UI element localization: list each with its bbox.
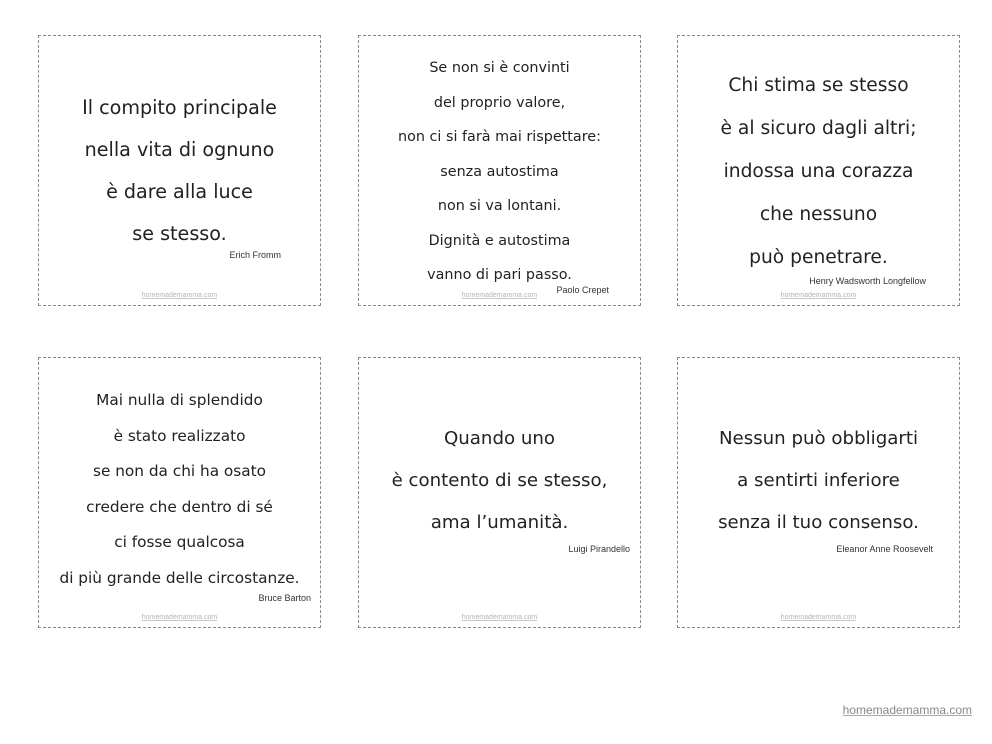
quote-line: che nessuno (759, 204, 878, 225)
quote-author: Henry Wadsworth Longfellow (809, 276, 926, 286)
quote-line: se non da chi ha osato (92, 462, 266, 480)
quote-line: Dignità e autostima (428, 232, 571, 249)
quote-author: Erich Fromm (229, 250, 281, 260)
quote-text (359, 418, 640, 544)
card-watermark: homemademamma.com (780, 292, 857, 299)
quote-line: Nessun può obbligarti (718, 428, 919, 449)
card-watermark: homemademamma.com (780, 614, 857, 621)
quote-text (678, 64, 959, 279)
quote-text (359, 51, 640, 293)
quote-line: senza autostima (440, 163, 559, 180)
quote-line: è dare alla luce (106, 180, 253, 203)
quote-line: nella vita di ognuno (84, 138, 275, 161)
quote-author: Bruce Barton (258, 593, 311, 603)
quote-line: a sentirti inferiore (737, 470, 900, 491)
quote-line: non si va lontani. (437, 198, 562, 214)
quote-card-eleanor-roosevelt (677, 357, 960, 628)
card-watermark: homemademamma.com (461, 614, 538, 621)
quote-author: Eleanor Anne Roosevelt (836, 544, 933, 554)
quote-author: Paolo Crepet (556, 285, 609, 295)
quote-card-erich-fromm (38, 35, 321, 306)
quote-line: ci fosse qualcosa (114, 533, 245, 551)
quote-text (39, 87, 320, 255)
quote-line: del proprio valore, (433, 94, 566, 111)
quote-line: Chi stima se stesso (728, 75, 909, 96)
quote-line: è contento di se stesso, (391, 470, 608, 491)
quote-line: è stato realizzato (113, 426, 246, 445)
quote-card-luigi-pirandello (358, 357, 641, 628)
quote-line: Quando uno (443, 428, 556, 449)
quote-text (39, 383, 320, 596)
card-watermark: homemademamma.com (141, 292, 218, 299)
quote-line: credere che dentro di sé (86, 497, 273, 516)
quote-line: ama l’umanità. (430, 512, 569, 533)
quote-line: se stesso. (132, 222, 227, 245)
quote-line: Mai nulla di splendido (96, 391, 263, 409)
quote-card-longfellow (677, 35, 960, 306)
quote-text (678, 418, 959, 544)
quote-line: Se non si è convinti (429, 60, 570, 76)
quote-card-bruce-barton (38, 357, 321, 628)
quote-author: Luigi Pirandello (568, 544, 630, 554)
quote-line: non ci si farà mai rispettare: (398, 129, 601, 145)
card-watermark: homemademamma.com (461, 292, 538, 299)
quote-line: di più grande delle circostanze. (59, 568, 300, 587)
footer-site-link[interactable]: homemademamma.com (842, 703, 972, 717)
card-watermark: homemademamma.com (141, 614, 218, 621)
quote-line: senza il tuo consenso. (718, 512, 919, 533)
quote-card-paolo-crepet (358, 35, 641, 306)
quote-line: Il compito principale (82, 96, 277, 119)
quote-line: può penetrare. (749, 247, 888, 268)
quote-line: è al sicuro dagli altri; (720, 118, 917, 139)
quote-line: vanno di pari passo. (427, 267, 572, 283)
quote-line: indossa una corazza (723, 161, 914, 182)
